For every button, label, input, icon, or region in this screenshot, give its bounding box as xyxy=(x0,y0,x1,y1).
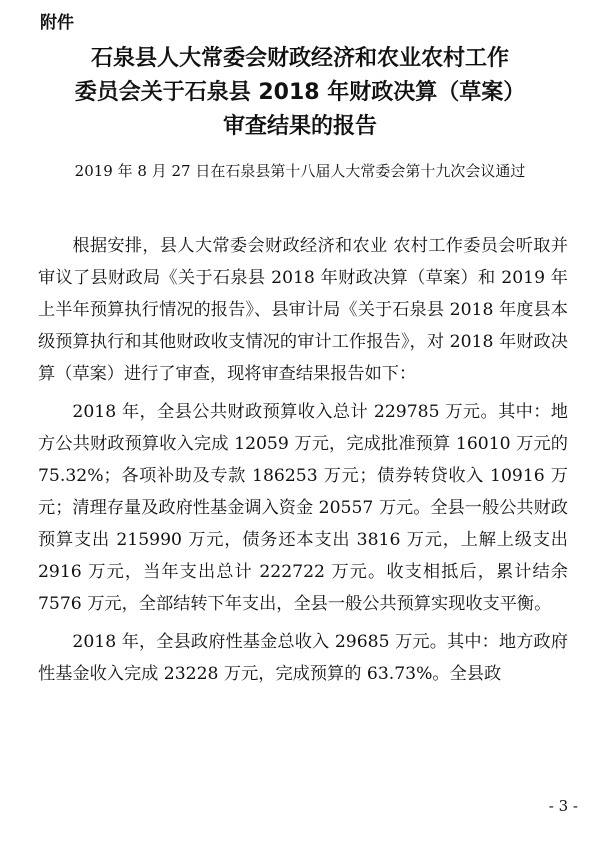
page-number: - 3 - xyxy=(548,797,578,815)
attachment-label: 附件 xyxy=(40,13,74,33)
paragraph-government-fund: 2018 年，全县政府性基金总收入 29685 万元。其中：地方政府性基金收入完成 23228 万元，完成预算的 63.73%。全县政 xyxy=(38,632,568,684)
title-line-1: 石泉县人大常委会财政经济和农业农村工作 xyxy=(90,46,509,71)
document-body xyxy=(38,230,568,690)
document-title xyxy=(30,42,570,144)
paragraph-intro: 根据安排，县人大常委会财政经济和农业 农村工作委员会听取并审议了县财政局《关于石泉县 2018 年财政决算（草案）和 2019 年上半年预算执行情况的报告》、县审计局《关于石泉县 2018 年度县本级预算执行和其他财政收支情况的审计工作报告》，对 2018 年财政决算（草案）进行了审查，现将审查结果报告如下： xyxy=(38,236,568,384)
title-line-2: 委员会关于石泉县 2018 年财政决算（草案） xyxy=(74,80,526,105)
adoption-note: 2019 年 8 月 27 日在石泉县第十八届人大常委会第十九次会议通过 xyxy=(74,162,526,180)
paragraph-general-budget: 2018 年，全县公共财政预算收入总计 229785 万元。其中：地方公共财政预算收入完成 12059 万元，完成批准预算 16010 万元的 75.32%；各项补助及专款 186253 万元；债券转贷收入 10916 万元；清理存量及政府性基金调入资金 20557 万元。全县一般公共财政预算支出 215990 万元，债务还本支出 3816 万元，上解上级支出 2916 万元，当年支出总计 222722 万元。收支相抵后，累计结余 7576 万元，全部结转下年支出，全县一般公共预算实现收支平衡。 xyxy=(38,402,568,614)
title-line-3: 审查结果的报告 xyxy=(222,114,377,139)
